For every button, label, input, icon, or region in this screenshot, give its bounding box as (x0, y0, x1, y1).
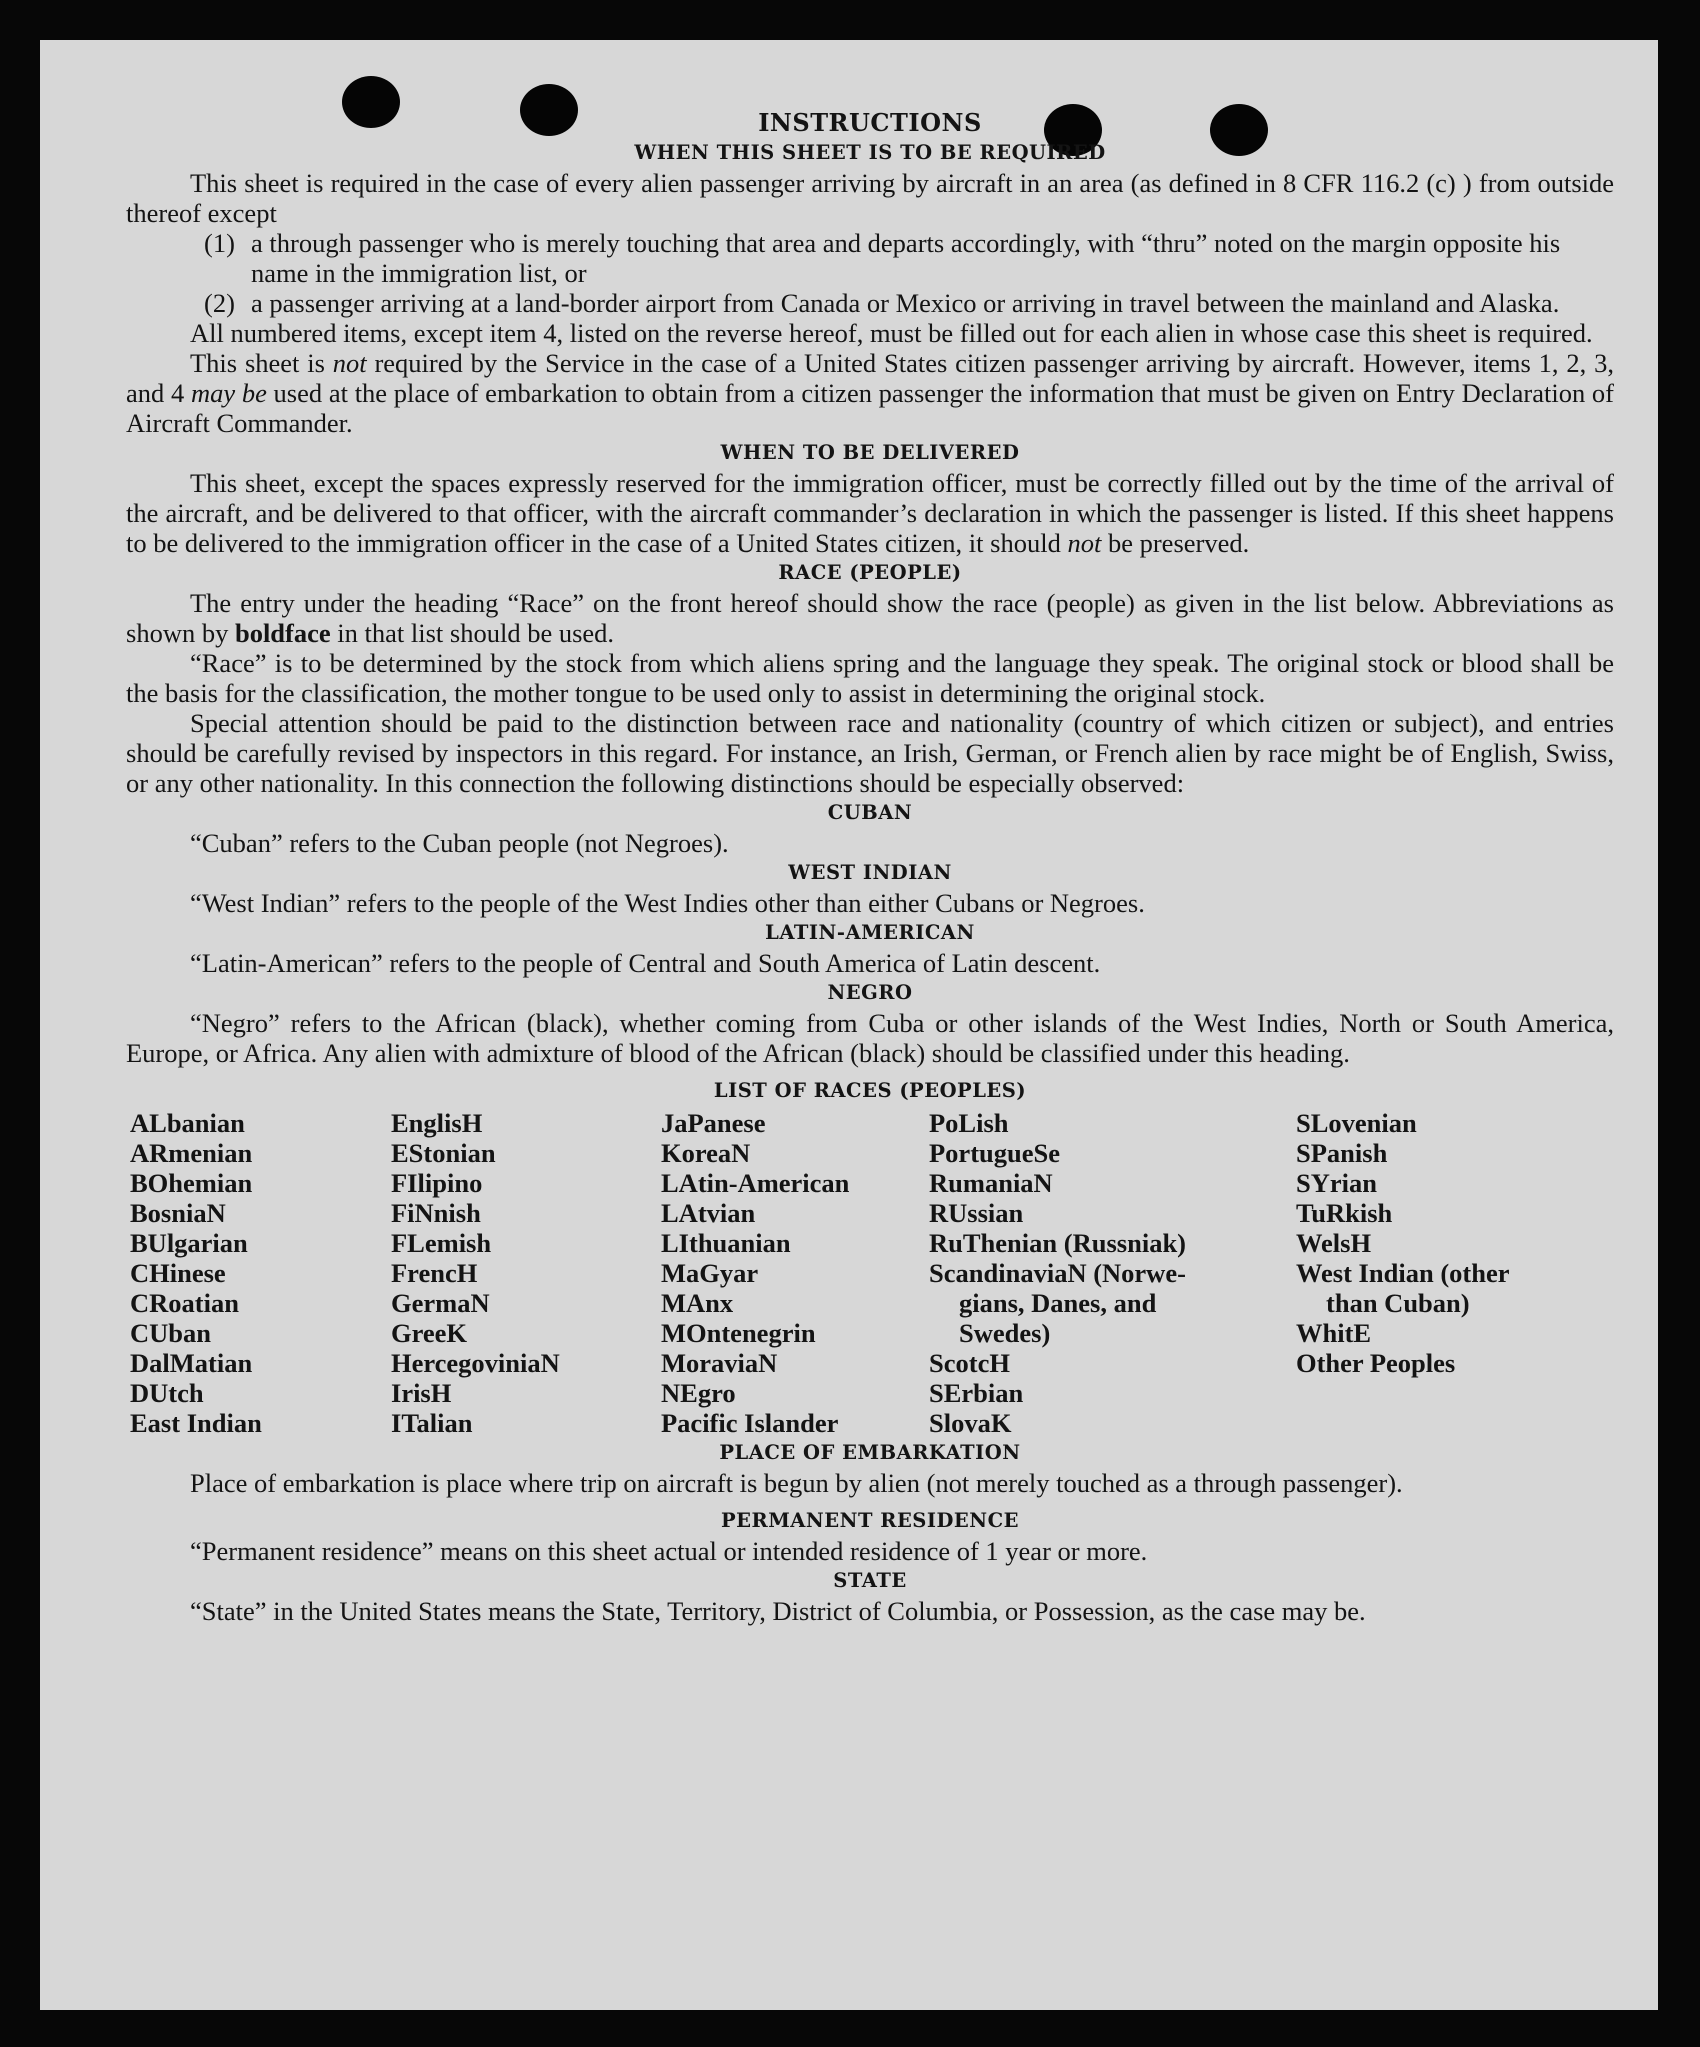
race-entry: RumaniaN (929, 1168, 1053, 1198)
races-column (130, 1108, 391, 1438)
exception-item (204, 288, 1614, 318)
distinction-text: “Latin-American” refers to the people of Central and South America of Latin descent. (190, 948, 1101, 978)
races-list (130, 1108, 1614, 1438)
section-heading: PERMANENT RESIDENCE (720, 1509, 1019, 1532)
paragraph: Special attention should be paid to the distinction between race and nationality (country of which citizen or subject), and entries should be carefully revised by inspectors in this regard. For instance, an Irish, German, or French alien by race might be of English, Swiss, or any other nationality. In this connection the following distinctions should be especially observed: (126, 708, 1614, 798)
race-entry: SErbian (929, 1378, 1024, 1408)
distinction-heading: NEGRO (827, 981, 913, 1004)
instructions-content (126, 108, 1614, 1626)
distinction-heading: LATIN-AMERICAN (765, 921, 975, 944)
section-heading: LIST OF RACES (PEOPLES) (713, 1079, 1027, 1102)
emphasis-may-be: may be (190, 378, 267, 408)
text-run: required by the Service in the case of a United States citizen passenger arriving by aircraft. However, items 1, 2, 3, and 4 (126, 348, 1614, 408)
paragraph (126, 468, 1614, 558)
race-entry: EStonian (391, 1138, 496, 1168)
race-entry: BOhemian (130, 1168, 253, 1198)
paragraph: This sheet is required in the case of every alien passenger arriving by aircraft in an area (as defined in 8 CFR 116.2 (c) ) from outside thereof except (126, 168, 1614, 228)
distinction-heading: WEST INDIAN (788, 861, 952, 884)
race-entry: MOntenegrin (661, 1318, 816, 1348)
race-entry: ScotcH (929, 1348, 1010, 1378)
race-entry: FLemish (391, 1228, 492, 1258)
race-entry: DUtch (130, 1378, 204, 1408)
race-entry: RuThenian (Russniak) (929, 1228, 1187, 1258)
paragraph: “Permanent residence” means on this sheet actual or intended residence of 1 year or more. (190, 1536, 1148, 1566)
race-entry: MaGyar (661, 1258, 759, 1288)
race-entry: LAtvian (661, 1198, 756, 1228)
race-entry: NEgro (661, 1378, 736, 1408)
race-entry: PortugueSe (929, 1138, 1061, 1168)
race-entry: WhitE (1296, 1318, 1372, 1348)
text-run: This sheet is (190, 348, 333, 378)
race-entry: WelsH (1296, 1228, 1372, 1258)
race-entry: TuRkish (1296, 1198, 1393, 1228)
race-entry: CHinese (130, 1258, 226, 1288)
race-entry: West Indian (other (1296, 1258, 1510, 1288)
race-entry: than Cuban) (1326, 1288, 1470, 1318)
race-entry: HercegoviniaN (391, 1348, 560, 1378)
races-column (929, 1108, 1296, 1438)
section-heading: PLACE OF EMBARKATION (719, 1441, 1021, 1464)
race-entry: KoreaN (661, 1138, 751, 1168)
document-sheet (40, 40, 1658, 2010)
text-run: be preserved. (1101, 528, 1250, 558)
emphasis-boldface: boldface (234, 618, 331, 648)
race-entry: SYrian (1296, 1168, 1377, 1198)
races-column (1296, 1108, 1596, 1438)
text-run: used at the place of embarkation to obtain from a citizen passenger the information that must be given on Entry Declaration of Aircraft Commander. (126, 378, 1614, 438)
text-run: The entry under the heading “Race” on the front hereof should show the race (people) as given in the list below. Abbreviations as shown by (126, 588, 1614, 648)
race-entry: BUlgarian (130, 1228, 248, 1258)
race-entry: SLovenian (1296, 1108, 1417, 1138)
race-entry: RUssian (929, 1198, 1024, 1228)
section-heading: WHEN TO BE DELIVERED (720, 441, 1020, 464)
race-entry: JaPanese (661, 1108, 766, 1138)
race-entry: MoraviaN (661, 1348, 778, 1378)
race-entry: ARmenian (130, 1138, 253, 1168)
race-entry: East Indian (130, 1408, 262, 1438)
race-entry: gians, Danes, and (959, 1288, 1157, 1318)
page-title: INSTRUCTIONS (758, 108, 982, 137)
race-entry: CUban (130, 1318, 212, 1348)
race-entry: EnglisH (391, 1108, 483, 1138)
paragraph (126, 348, 1614, 438)
exception-text: a passenger arriving at a land-border airport from Canada or Mexico or arriving in travel between the mainland and Alaska. (251, 288, 1560, 318)
emphasis-not: not (332, 348, 367, 378)
race-entry: DalMatian (130, 1348, 253, 1378)
exception-text: a through passenger who is merely touching that area and departs accordingly, with “thru” noted on the margin opposite his name in the immigration list, or (251, 228, 1561, 288)
race-entry: Swedes) (959, 1318, 1051, 1348)
race-entry: GreeK (391, 1318, 468, 1348)
exception-number: (2) (204, 288, 235, 318)
race-entry: ALbanian (130, 1108, 245, 1138)
emphasis-not: not (1067, 528, 1102, 558)
races-column (661, 1108, 929, 1438)
race-entry: ScandinaviaN (Norwe- (929, 1258, 1186, 1288)
race-entry: FIlipino (391, 1168, 483, 1198)
paragraph: “State” in the United States means the State, Territory, District of Columbia, or Possession, as the case may be. (190, 1596, 1366, 1626)
paragraph: Place of embarkation is place where trip on aircraft is begun by alien (not merely touched as a through passenger). (190, 1468, 1403, 1498)
section-heading: RACE (PEOPLE) (778, 561, 962, 584)
race-entry: IrisH (391, 1378, 452, 1408)
text-run: This sheet, except the spaces expressly reserved for the immigration officer, must be correctly filled out by the time of the arrival of the aircraft, and be delivered to that officer, with the aircraft commander’s declaration in which the passenger is listed. If this sheet happens to be delivered to the immigration officer in the case of a United States citizen, it should (126, 468, 1614, 558)
distinction-text: “Negro” refers to the African (black), whether coming from Cuba or other islands of the West Indies, North or South America, Europe, or Africa. Any alien with admixture of blood of the African (black) should be classified under this heading. (126, 1008, 1614, 1068)
paragraph (126, 588, 1614, 648)
race-entry: PoLish (929, 1108, 1009, 1138)
section-heading: STATE (833, 1569, 907, 1592)
race-entry: MAnx (661, 1288, 734, 1318)
race-entry: FrencH (391, 1258, 478, 1288)
race-entry: ITalian (391, 1408, 473, 1438)
race-entry: Other Peoples (1296, 1348, 1456, 1378)
race-entry: GermaN (391, 1288, 490, 1318)
race-entry: FiNnish (391, 1198, 481, 1228)
text-run: in that list should be used. (330, 618, 615, 648)
paragraph: “Race” is to be determined by the stock from which aliens spring and the language they speak. The original stock or blood shall be the basis for the classification, the mother tongue to be used only to assist in determining the original stock. (126, 648, 1614, 708)
distinction-heading: CUBAN (827, 801, 913, 824)
exception-number: (1) (204, 228, 235, 258)
race-entry: LIthuanian (661, 1228, 791, 1258)
race-entry: LAtin-American (661, 1168, 850, 1198)
distinction-text: “West Indian” refers to the people of the West Indies other than either Cubans or Negroes. (190, 888, 1145, 918)
distinction-text: “Cuban” refers to the Cuban people (not Negroes). (190, 828, 729, 858)
paragraph: All numbered items, except item 4, listed on the reverse hereof, must be filled out for each alien in whose case this sheet is required. (190, 318, 1593, 348)
race-entry: Pacific Islander (661, 1408, 839, 1438)
section-heading: WHEN THIS SHEET IS TO BE REQUIRED (634, 141, 1106, 164)
exception-item (204, 228, 1614, 288)
race-entry: BosniaN (130, 1198, 226, 1228)
race-entry: SPanish (1296, 1138, 1388, 1168)
race-entry: SlovaK (929, 1408, 1012, 1438)
race-entry: CRoatian (130, 1288, 239, 1318)
races-column (391, 1108, 661, 1438)
